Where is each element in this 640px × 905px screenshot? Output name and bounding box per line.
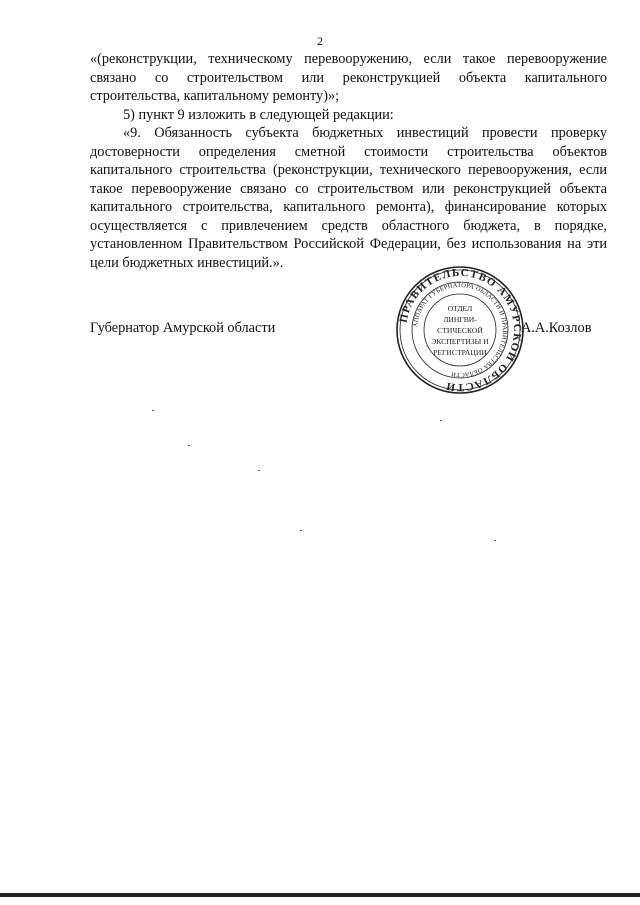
scan-speck	[300, 530, 302, 531]
seal-middle-text: АППАРАТ ГУБЕРНАТОРА ОБЛАСТИ И ПРАВИТЕЛЬСТВА ОБЛАСТИ	[412, 281, 509, 379]
signatory-name: А.А.Козлов	[521, 320, 592, 336]
paragraph-item-5: 5) пункт 9 изложить в следующей редакции:	[123, 106, 394, 123]
scan-bottom-edge	[0, 893, 640, 897]
seal-center-line: ЛИНГВИ-	[443, 315, 477, 324]
page-number: 2	[317, 34, 323, 48]
scan-speck	[440, 420, 442, 421]
scan-speck	[152, 410, 154, 411]
seal-center-line: СТИЧЕСКОЙ	[437, 326, 483, 335]
scan-speck	[494, 540, 496, 541]
paragraph-item-9: «9. Обязанность субъекта бюджетных инвестиций провести проверку достоверности определения сметной стоимости строительства объектов капитального строительства (реконструкции, технического перевооружения, если такое перевооружение связано со строительством или реконструкцией объекта капитального строительства, капитального ремонта), финансирование которых осуществляется с привлечением средств областного бюджета, в порядке, установленном Правительством Российской Федерации, без использования на эти цели бюджетных инвестиций.».	[90, 125, 607, 271]
seal-center-line: РЕГИСТРАЦИИ	[433, 348, 487, 357]
seal-outer-text: ПРАВИТЕЛЬСТВО АМУРСКОЙ ОБЛАСТИ	[397, 266, 524, 394]
seal-center-line: ОТДЕЛ	[447, 304, 473, 313]
signatory-title: Губернатор Амурской области	[90, 320, 276, 336]
document-body	[90, 50, 607, 272]
paragraph-continuation: «(реконструкции, техническому перевооружению, если такое перевооружение связано со строительством или реконструкцией объекта капитального строительства, капитальному ремонту)»;	[90, 51, 607, 104]
seal-center-line: ЭКСПЕРТИЗЫ И	[431, 337, 489, 346]
scan-speck	[258, 470, 260, 471]
official-seal	[394, 264, 526, 396]
scan-speck	[188, 445, 190, 446]
